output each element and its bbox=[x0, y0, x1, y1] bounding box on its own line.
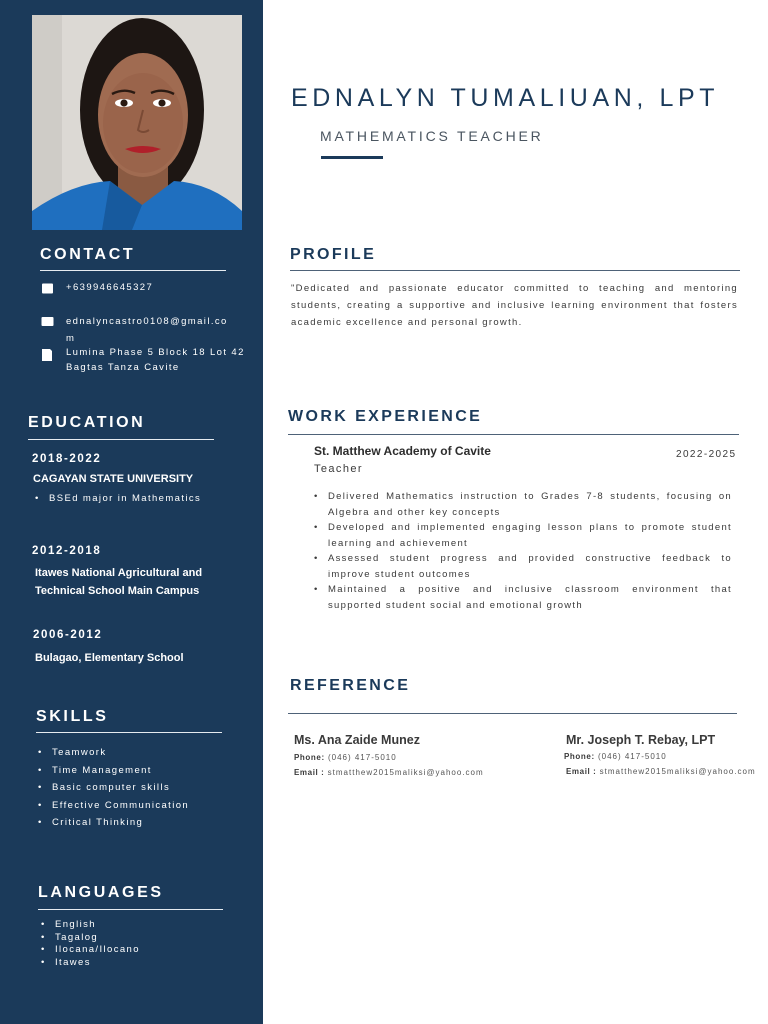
education-years: 2018-2022 bbox=[32, 453, 102, 465]
education-years: 2012-2018 bbox=[32, 545, 102, 557]
profile-photo bbox=[32, 15, 242, 230]
job-duty: • Developed and implemented engaging lesson plans to promote student learning and achievement bbox=[314, 520, 732, 551]
profile-photo-illustration bbox=[32, 15, 242, 230]
job-duty: • Delivered Mathematics instruction to Grades 7-8 students, focusing on Algebra and other key concepts bbox=[314, 489, 732, 520]
skill-item: • Effective Communication bbox=[38, 800, 189, 811]
reference-divider bbox=[288, 713, 737, 714]
reference-phone-label: Phone: bbox=[564, 752, 595, 761]
sidebar bbox=[0, 0, 263, 1024]
education-detail-list bbox=[35, 493, 201, 504]
skill-item: • Time Management bbox=[38, 765, 189, 776]
reference-email bbox=[294, 768, 484, 777]
job-years: 2022-2025 bbox=[676, 449, 737, 460]
reference-email-label: Email : bbox=[566, 767, 597, 776]
contact-address-line-2: Bagtas Tanza Cavite bbox=[66, 362, 180, 373]
job-title: MATHEMATICS TEACHER bbox=[320, 128, 544, 144]
education-school: Bulagao, Elementary School bbox=[35, 652, 184, 664]
reference-heading: REFERENCE bbox=[290, 677, 411, 694]
education-school-line-1: Itawes National Agricultural and bbox=[35, 567, 203, 579]
education-school-line-2: Technical School Main Campus bbox=[35, 585, 200, 597]
skill-item: • Basic computer skills bbox=[38, 782, 189, 793]
contact-address-line-1: Lumina Phase 5 Block 18 Lot 42 bbox=[66, 347, 245, 358]
job-organization: St. Matthew Academy of Cavite bbox=[314, 444, 491, 458]
education-divider bbox=[28, 439, 214, 440]
reference-name: Mr. Joseph T. Rebay, LPT bbox=[566, 733, 716, 747]
contact-email-line-2[interactable]: m bbox=[66, 333, 76, 344]
phone-icon bbox=[41, 283, 54, 294]
reference-phone bbox=[294, 753, 397, 762]
email-icon bbox=[41, 316, 54, 327]
contact-email-line-1[interactable]: ednalyncastro0108@gmail.co bbox=[66, 316, 228, 327]
contact-divider bbox=[40, 270, 226, 271]
languages-heading: LANGUAGES bbox=[38, 884, 164, 901]
skills-divider bbox=[36, 732, 222, 733]
language-item: • Ilocana/Ilocano bbox=[41, 944, 140, 955]
language-item: • Itawes bbox=[41, 957, 140, 968]
reference-email-value[interactable]: stmatthew2015maliksi@yahoo.com bbox=[327, 768, 484, 777]
skill-item: • Teamwork bbox=[38, 747, 189, 758]
reference-name: Ms. Ana Zaide Munez bbox=[294, 733, 420, 747]
education-school: CAGAYAN STATE UNIVERSITY bbox=[33, 473, 194, 485]
title-underline bbox=[321, 156, 383, 159]
education-years: 2006-2012 bbox=[33, 629, 103, 641]
languages-list bbox=[41, 919, 140, 968]
languages-divider bbox=[38, 909, 223, 910]
profile-heading: PROFILE bbox=[290, 246, 377, 263]
skill-item: • Critical Thinking bbox=[38, 817, 189, 828]
work-experience-heading: WORK EXPERIENCE bbox=[288, 408, 483, 425]
job-duties-list bbox=[314, 489, 732, 613]
contact-phone[interactable]: +639946645327 bbox=[66, 282, 154, 293]
full-name: EDNALYN TUMALIUAN, LPT bbox=[291, 84, 720, 112]
profile-divider bbox=[290, 270, 740, 271]
job-role: Teacher bbox=[314, 463, 363, 475]
profile-summary: "Dedicated and passionate educator committed to teaching and mentoring students, creating a supportive and inclusive learning environment that fosters academic excellence and personal growth. bbox=[291, 283, 738, 328]
location-icon bbox=[41, 348, 53, 362]
reference-email-value[interactable]: stmatthew2015maliksi@yahoo.com bbox=[599, 767, 756, 776]
reference-phone-value[interactable]: (046) 417-5010 bbox=[327, 753, 397, 762]
education-heading: EDUCATION bbox=[28, 414, 146, 431]
job-duty: • Assessed student progress and provided constructive feedback to improve student outcomes bbox=[314, 551, 732, 582]
education-detail: • BSEd major in Mathematics bbox=[35, 493, 201, 504]
reference-phone-label: Phone: bbox=[294, 753, 325, 762]
contact-heading: CONTACT bbox=[40, 246, 136, 263]
language-item: • Tagalog bbox=[41, 932, 140, 943]
skills-heading: SKILLS bbox=[36, 708, 109, 725]
work-experience-divider bbox=[288, 434, 739, 435]
reference-phone bbox=[564, 752, 667, 761]
reference-email bbox=[566, 767, 756, 776]
reference-email-label: Email : bbox=[294, 768, 325, 777]
skills-list bbox=[38, 747, 189, 828]
language-item: • English bbox=[41, 919, 140, 930]
reference-phone-value[interactable]: (046) 417-5010 bbox=[597, 752, 667, 761]
job-duty: • Maintained a positive and inclusive classroom environment that supported student social and emotional growth bbox=[314, 582, 732, 613]
